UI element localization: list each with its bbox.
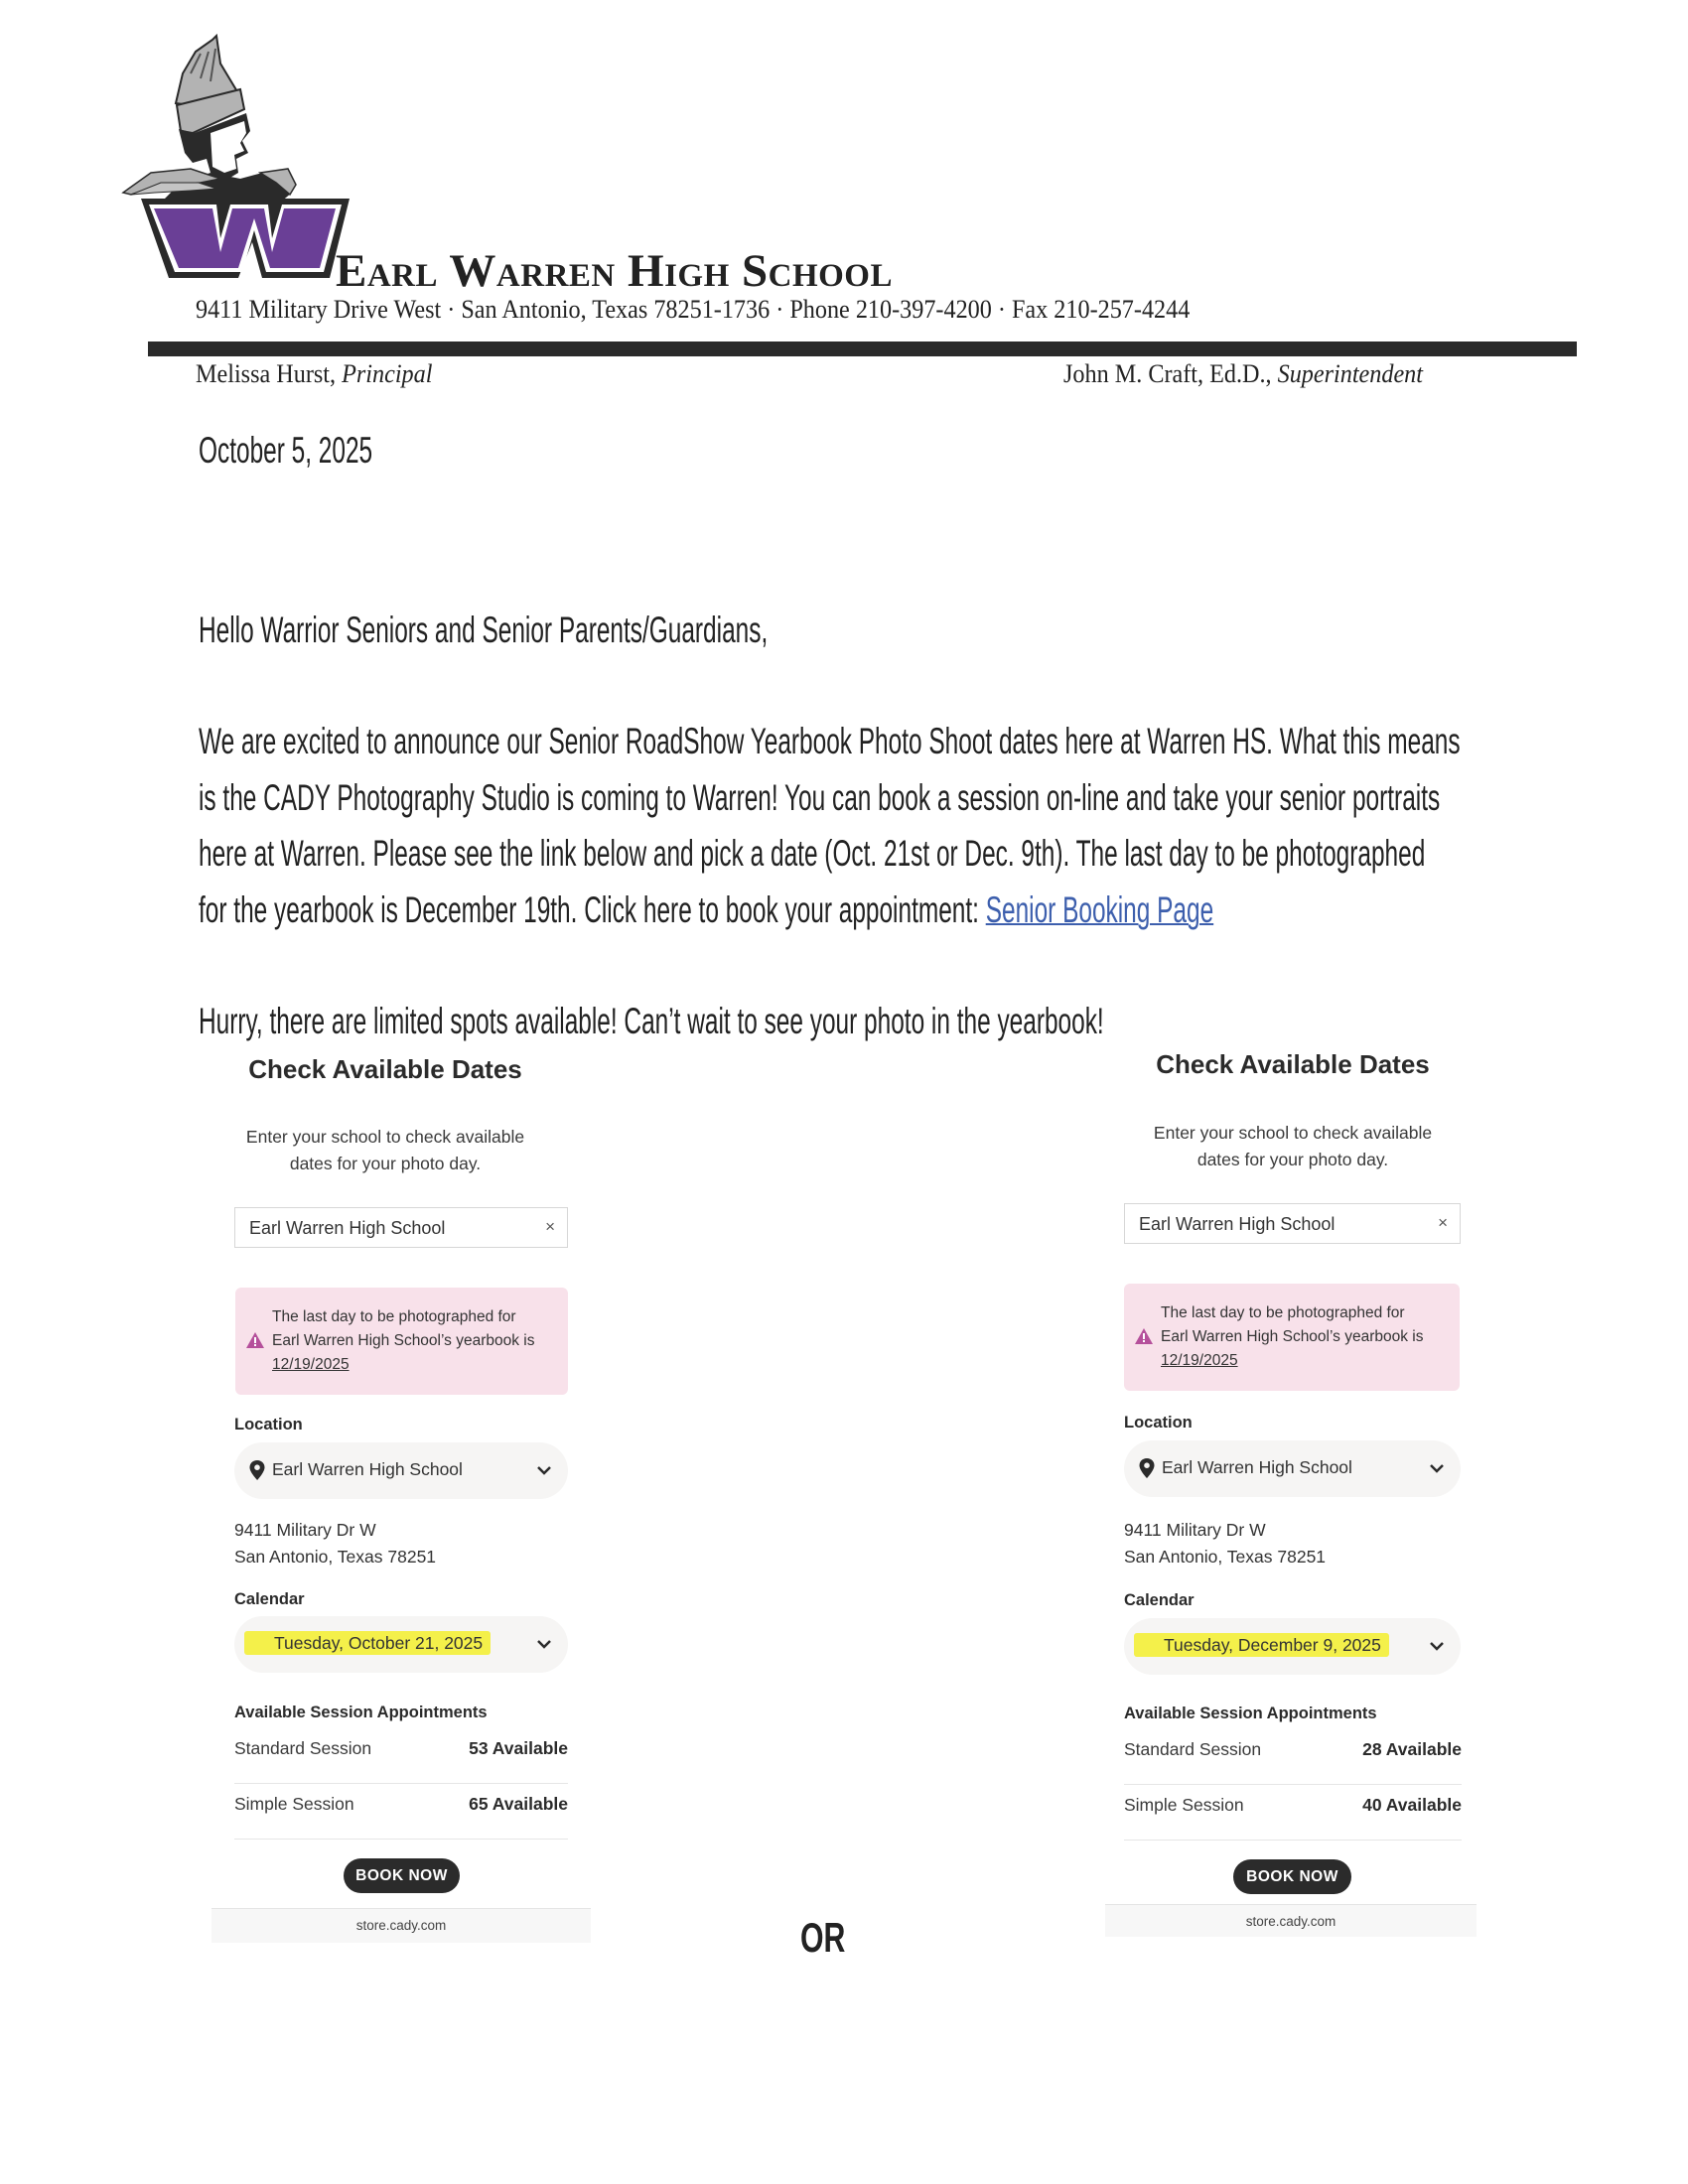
alert-line2: Earl Warren High School’s yearbook is [272, 1332, 535, 1349]
panel-subtitle [1094, 1120, 1491, 1173]
panel-subtitle [187, 1124, 584, 1177]
paragraph-line: here at Warren. Please see the link below and pick a date (Oct. 21st or Dec. 9th). The last day to be photographed [199, 833, 1426, 874]
senior-booking-link[interactable]: Senior Booking Page [985, 889, 1214, 930]
clear-icon[interactable]: × [1438, 1213, 1448, 1232]
panel-subtitle-line1: Enter your school to check available [245, 1127, 525, 1147]
session-availability: 40 Available [1362, 1795, 1462, 1815]
store-url: store.cady.com [1245, 1914, 1336, 1929]
location-select[interactable] [1124, 1440, 1461, 1497]
calendar-select[interactable] [1124, 1618, 1461, 1675]
school-name: Earl Warren High School [336, 245, 893, 297]
panel-title: Check Available Dates [248, 1054, 522, 1084]
address-line1: 9411 Military Dr W [1124, 1520, 1266, 1540]
alert-deadline-date: 12/19/2025 [272, 1356, 350, 1373]
header-divider [148, 341, 1577, 356]
location-address [1124, 1517, 1326, 1570]
chevron-down-icon[interactable] [536, 1638, 552, 1650]
map-pin-icon [249, 1460, 265, 1480]
greeting: Hello Warrior Seniors and Senior Parents/Guardians, [199, 610, 769, 650]
alert-line2: Earl Warren High School’s yearbook is [1161, 1328, 1424, 1345]
warning-icon [245, 1331, 265, 1349]
calendar-value [274, 1633, 491, 1654]
session-row-standard [1124, 1729, 1462, 1785]
address-line2: San Antonio, Texas 78251 [1124, 1547, 1327, 1567]
highlighted-date: Tuesday, December 9, 2025 [1134, 1633, 1389, 1657]
store-url: store.cady.com [355, 1918, 447, 1933]
sessions-heading: Available Session Appointments [234, 1704, 488, 1721]
letter-date: October 5, 2025 [199, 430, 373, 471]
session-row-simple [234, 1784, 568, 1840]
calendar-label: Calendar [234, 1590, 305, 1608]
location-label: Location [1124, 1414, 1193, 1432]
principal-title: Principal [342, 359, 433, 388]
deadline-alert-text [1161, 1301, 1423, 1373]
school-search-input[interactable] [234, 1207, 568, 1248]
session-availability: 28 Available [1362, 1739, 1462, 1759]
session-name: Standard Session [1124, 1739, 1262, 1759]
location-label: Location [234, 1416, 303, 1433]
calendar-select[interactable] [234, 1616, 568, 1673]
browser-footer [1105, 1904, 1477, 1937]
paragraph-line [199, 891, 1213, 928]
book-now-button[interactable]: BOOK NOW [1233, 1859, 1351, 1894]
highlighted-date: Tuesday, October 21, 2025 [244, 1631, 491, 1655]
deadline-alert-text [272, 1305, 534, 1377]
session-name: Simple Session [1124, 1795, 1244, 1815]
session-name: Standard Session [234, 1738, 372, 1758]
book-now-button[interactable]: BOOK NOW [344, 1858, 460, 1893]
session-row-standard [234, 1728, 568, 1784]
or-separator: OR [800, 1914, 846, 1961]
paragraph-line-text: for the yearbook is December 19th. Click here to book your appointment: [199, 889, 986, 930]
principal-credit [196, 359, 432, 389]
calendar-value [1164, 1635, 1389, 1656]
superintendent-name: John M. Craft, Ed.D., [1063, 359, 1278, 388]
warrior-logo-icon [121, 34, 352, 282]
location-value: Earl Warren High School [1162, 1457, 1352, 1477]
panel-subtitle-line2: dates for your photo day. [1196, 1150, 1389, 1169]
panel-subtitle-line2: dates for your photo day. [289, 1154, 482, 1173]
location-select[interactable] [234, 1442, 568, 1499]
session-availability: 65 Available [469, 1794, 568, 1814]
panel-subtitle-line1: Enter your school to check available [1153, 1123, 1433, 1143]
school-address: 9411 Military Drive West · San Antonio, Texas 78251-1736 · Phone 210-397-4200 · Fax 210-257-4244 [196, 295, 1191, 324]
chevron-down-icon[interactable] [1429, 1462, 1445, 1474]
superintendent-title: Superintendent [1277, 359, 1424, 388]
address-line1: 9411 Military Dr W [234, 1520, 376, 1540]
superintendent-credit [1063, 359, 1423, 389]
panel-title: Check Available Dates [1156, 1049, 1430, 1079]
location-value: Earl Warren High School [272, 1459, 463, 1479]
school-search-value: Earl Warren High School [249, 1218, 446, 1238]
principal-name: Melissa Hurst, [196, 359, 343, 388]
chevron-down-icon[interactable] [1429, 1640, 1445, 1652]
paragraph-line: We are excited to announce our Senior RoadShow Yearbook Photo Shoot dates here at Warren HS. What this means [199, 721, 1461, 761]
sessions-heading: Available Session Appointments [1124, 1705, 1377, 1722]
session-row-simple [1124, 1785, 1462, 1841]
booking-panel-october [199, 1032, 596, 1985]
location-address [234, 1517, 436, 1570]
session-name: Simple Session [234, 1794, 354, 1814]
alert-line1: The last day to be photographed for [272, 1308, 516, 1325]
school-search-input[interactable] [1124, 1203, 1461, 1244]
paragraph-line: is the CADY Photography Studio is coming to Warren! You can book a session on-line and take your senior portraits [199, 777, 1441, 818]
chevron-down-icon[interactable] [536, 1464, 552, 1476]
browser-footer [211, 1908, 591, 1943]
clear-icon[interactable]: × [545, 1217, 555, 1236]
calendar-label: Calendar [1124, 1591, 1195, 1609]
warning-icon [1134, 1327, 1154, 1345]
session-availability: 53 Available [469, 1738, 568, 1758]
alert-deadline-date: 12/19/2025 [1161, 1352, 1238, 1369]
deadline-alert [1124, 1284, 1460, 1391]
alert-line1: The last day to be photographed for [1161, 1304, 1405, 1321]
map-pin-icon [1139, 1458, 1155, 1478]
closing-line: Hurry, there are limited spots available! Can’t wait to see your photo in the yearbook! [199, 1001, 1104, 1041]
deadline-alert [235, 1288, 568, 1395]
address-line2: San Antonio, Texas 78251 [234, 1547, 437, 1567]
booking-panel-december [1082, 1032, 1479, 1985]
school-search-value: Earl Warren High School [1139, 1214, 1336, 1234]
